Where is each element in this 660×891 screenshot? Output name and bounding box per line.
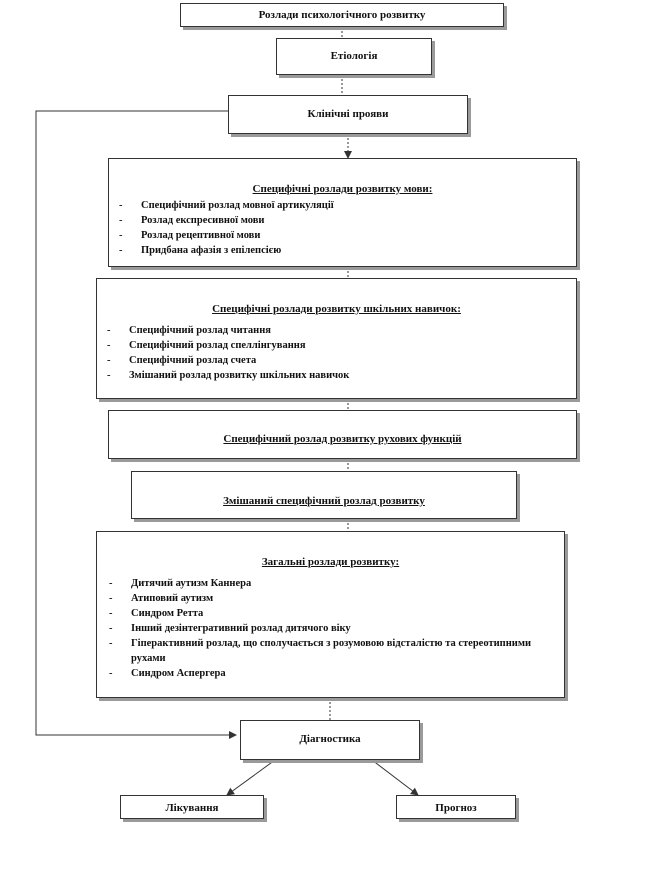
speech-list: [119, 198, 576, 258]
list-item: - Розлад рецептивної мови: [119, 228, 576, 243]
prognosis-label: Прогноз: [435, 802, 477, 814]
epidemiology-label: Етіологія: [330, 50, 378, 62]
speech-disorders-node: [108, 158, 577, 267]
list-item: - Атиповий аутизм: [109, 591, 546, 606]
general-disorders-node: [96, 531, 565, 698]
list-item: - Розлад експресивної мови: [119, 213, 576, 228]
list-item: - Специфічний розлад читання: [107, 323, 576, 338]
mixed-label: Змішаний специфічний розлад розвитку: [223, 495, 425, 507]
diagnostics-label: Діагностика: [299, 733, 361, 745]
mixed-disorder-node: [131, 471, 517, 519]
speech-heading: Специфічні розлади розвитку мови:: [252, 183, 433, 195]
school-skills-node: [96, 278, 577, 399]
list-item: - Придбана афазія з епілепсією: [119, 243, 576, 258]
list-item: - Дитячий аутизм Каннера: [109, 576, 546, 591]
diagnostics-node: [240, 720, 420, 760]
list-item: - Інший дезінтегративний розлад дитячого віку: [109, 621, 546, 636]
general-list: [109, 576, 546, 681]
school-heading: Специфічні розлади розвитку шкільних навичок:: [212, 303, 461, 315]
list-item: - Гіперактивний розлад, що сполучається з розумовою відсталістю та стереотипними рухами: [109, 636, 546, 666]
motor-disorder-node: [108, 410, 577, 459]
prognosis-node: [396, 795, 516, 819]
motor-label: Специфічний розлад розвитку рухових функцій: [223, 433, 462, 445]
top-node-label: Розлади психологічного розвитку: [258, 9, 426, 21]
list-item: - Змішаний розлад розвитку шкільних навичок: [107, 368, 576, 383]
clinical-node: [228, 95, 468, 134]
school-list: [107, 323, 576, 383]
general-heading: Загальні розлади розвитку:: [261, 556, 400, 568]
list-item: - Специфічний розлад спеллінгування: [107, 338, 576, 353]
clinical-label: Клінічні прояви: [307, 108, 389, 120]
list-item: - Специфічний розлад мовної артикуляції: [119, 198, 576, 213]
list-item: - Специфічний розлад счета: [107, 353, 576, 368]
list-item: - Синдром Аспергера: [109, 666, 546, 681]
list-item: - Синдром Ретта: [109, 606, 546, 621]
top-node: [180, 3, 504, 27]
treatment-node: [120, 795, 264, 819]
treatment-label: Лікування: [165, 802, 219, 814]
epidemiology-node: [276, 38, 432, 75]
